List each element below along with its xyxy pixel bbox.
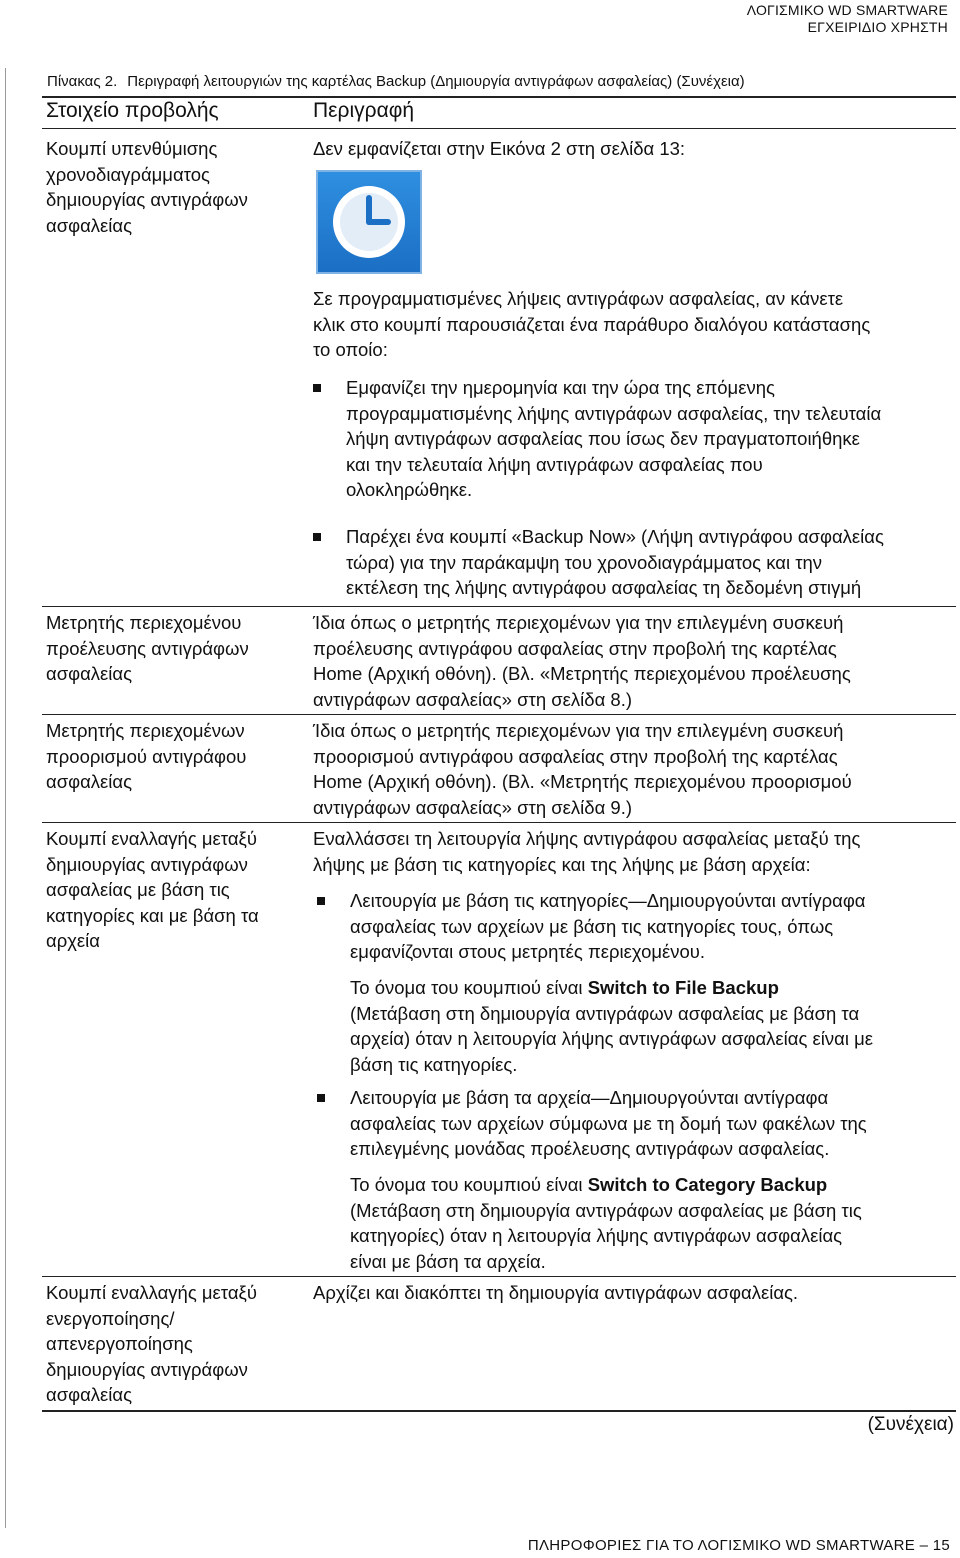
row-2-item: Μετρητής περιεχομένου προέλευσης αντιγράφων ασφαλείας (46, 612, 249, 684)
margin-line (5, 68, 6, 1528)
column-header-item: Στοιχείο προβολής (46, 99, 219, 122)
table-top-rule (42, 96, 956, 98)
caption-label: Πίνακας 2. (47, 73, 118, 90)
row-4-description: Εναλλάσσει τη λειτουργία λήψης αντιγράφου ασφαλείας μεταξύ της λήψης με βάση τις κατηγορίες και της λήψης με βάση αρχεία: (313, 828, 861, 875)
bullet-icon (317, 1094, 325, 1102)
row-rule (42, 606, 956, 607)
row-3-description: Ίδια όπως ο μετρητής περιεχομένων για την επιλεγμένη συσκευή προορισμού αντιγράφου ασφαλείας στην προβολή της καρτέλας Home (Αρχική οθόνη). (Βλ. «Μετρητής περιεχομένου προορισμού αντιγράφων ασφαλείας» στη σελίδα 9.) (313, 720, 852, 818)
clock-icon (318, 172, 420, 272)
button-name: Switch to File Backup (587, 977, 779, 998)
button-name-note: Το όνομα του κουμπιού είναι Switch to File Backup (Μετάβαση στη δημιουργία αντιγράφων ασφαλείας με βάση τα αρχεία) όταν η λειτουργία λήψης αντιγράφων ασφαλείας είναι με βάση τις κατηγορίες. (350, 977, 874, 1075)
row-2-description: Ίδια όπως ο μετρητής περιεχομένων για την επιλεγμένη συσκευή προέλευσης αντιγράφου ασφαλείας στην προβολή της καρτέλας Home (Αρχική οθόνη). (Βλ. «Μετρητής περιεχομένου προέλευσης αντιγράφων ασφαλείας» στη σελίδα 8.) (313, 612, 851, 710)
caption-text: Περιγραφή λειτουργιών της καρτέλας Backup (Δημιουργία αντιγράφων ασφαλείας) (Συνέχεια) (127, 73, 745, 90)
continued-label: (Συνέχεια) (867, 1414, 954, 1435)
bullet-icon (317, 897, 325, 905)
row-5-description: Αρχίζει και διακόπτει τη δημιουργία αντιγράφων ασφαλείας. (313, 1282, 799, 1303)
header-rule (42, 128, 956, 129)
schedule-reminder-button[interactable] (316, 170, 422, 274)
column-header-description: Περιγραφή (313, 99, 415, 122)
footer-separator: – (919, 1537, 929, 1554)
row-3-item: Μετρητής περιεχομένων προορισμού αντιγράφου ασφαλείας (46, 720, 247, 792)
list-item: Παρέχει ένα κουμπί «Backup Now» (Λήψη αντιγράφου ασφαλείας τώρα) για την παράκαμψη του χρονοδιαγράμματος και την εκτέλεση της λήψης αντιγράφου ασφαλείας τη δεδομένη στιγμή (346, 524, 956, 601)
row-1-item: Κουμπί υπενθύμισης χρονοδιαγράμματος δημιουργίας αντιγράφων ασφαλείας (46, 138, 248, 236)
button-name: Switch to Category Backup (587, 1174, 828, 1195)
list-item: Εμφανίζει την ημερομηνία και την ώρα της επόμενης προγραμματισμένης λήψης αντιγράφων ασφαλείας, την τελευταία λήψη αντιγράφων ασφαλείας που ίσως δεν πραγματοποιήθηκε και την τελευταία λήψη αντιγράφων ασφαλείας που ολοκληρώθηκε. (346, 375, 956, 503)
row-4-item: Κουμπί εναλλαγής μεταξύ δημιουργίας αντιγράφων ασφαλείας με βάση τις κατηγορίες και με βάση τα αρχεία (46, 828, 259, 951)
table-caption (47, 73, 745, 90)
list-item: Λειτουργία με βάση τις κατηγορίες—Δημιουργούνται αντίγραφα ασφαλείας των αρχείων με βάση τις κατηγορίες τους, όπως εμφανίζονται στους μετρητές περιεχομένου. (350, 888, 955, 965)
row-rule (42, 714, 956, 715)
header-product: ΛΟΓΙΣΜΙΚΟ WD SMARTWARE (746, 2, 948, 18)
running-footer (528, 1537, 950, 1554)
bullet-icon (313, 533, 321, 541)
button-name-note: Το όνομα του κουμπιού είναι Switch to Category Backup (Μετάβαση στη δημιουργία αντιγράφων ασφαλείας με βάση τις κατηγορίες) όταν η λειτουργία λήψης αντιγράφων ασφαλείας είναι με βάση τα αρχεία. (350, 1174, 862, 1272)
footer-section: ΠΛΗΡΟΦΟΡΙΕΣ ΓΙΑ ΤΟ ΛΟΓΙΣΜΙΚΟ WD SMARTWARE (527, 1537, 916, 1554)
page-number: 15 (932, 1537, 950, 1554)
row-1-intro: Δεν εμφανίζεται στην Εικόνα 2 στη σελίδα 13: (313, 138, 686, 159)
row-rule (42, 1276, 956, 1277)
header-doc: ΕΓΧΕΙΡΙΔΙΟ ΧΡΗΣΤΗ (807, 19, 948, 35)
table-bottom-rule (42, 1410, 956, 1412)
row-5-item: Κουμπί εναλλαγής μεταξύ ενεργοποίησης/ απενεργοποίησης δημιουργίας αντιγράφων ασφαλείας (46, 1282, 257, 1405)
running-header (747, 2, 948, 36)
row-1-description: Σε προγραμματισμένες λήψεις αντιγράφων ασφαλείας, αν κάνετε κλικ στο κουμπί παρουσιάζεται ένα παράθυρο διαλόγου κατάστασης το οποίο: (313, 288, 871, 360)
row-rule (42, 822, 956, 823)
bullet-icon (313, 384, 321, 392)
list-item: Λειτουργία με βάση τα αρχεία—Δημιουργούνται αντίγραφα ασφαλείας των αρχείων σύμφωνα με τη δομή των φακέλων της επιλεγμένης μονάδας προέλευσης αντιγράφων ασφαλείας. (350, 1085, 955, 1162)
